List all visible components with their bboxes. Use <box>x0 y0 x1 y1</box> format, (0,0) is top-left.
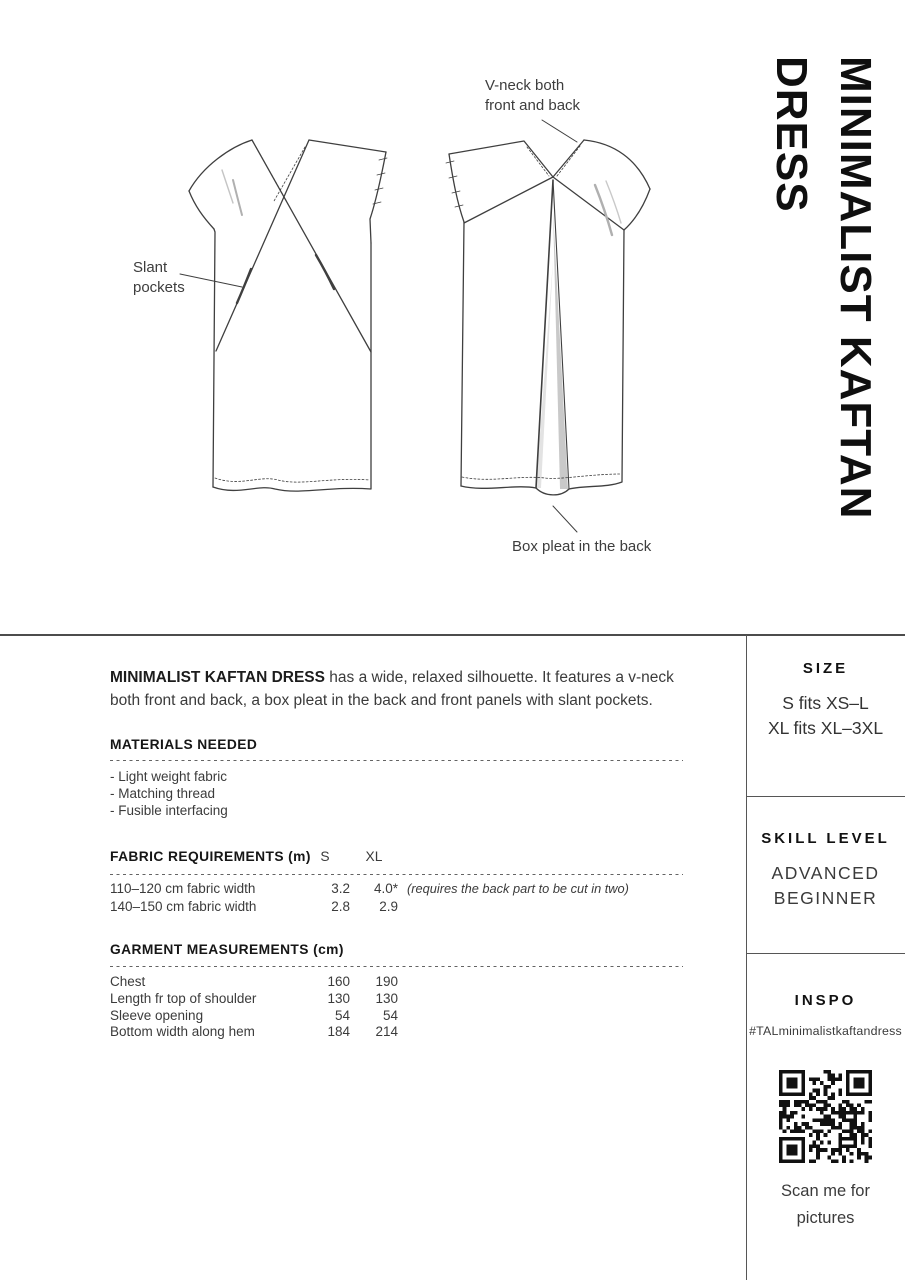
materials-list <box>110 769 228 819</box>
sidebar-separator-2 <box>747 953 905 954</box>
inspo-hashtag: #TALminimalistkaftandress <box>749 1024 902 1038</box>
fabric-requirements-header <box>110 849 690 864</box>
table-row: 140–150 cm fabric width 2.8 2.9 <box>110 898 398 914</box>
materials-item: - Matching thread <box>110 785 216 801</box>
page-title-line1: MINIMALIST KAFTAN <box>831 56 880 520</box>
materials-item: - Light weight fabric <box>110 769 228 784</box>
intro-paragraph <box>110 666 690 712</box>
horizontal-divider <box>0 634 905 636</box>
table-row: Chest 160 190 <box>110 974 398 989</box>
fabric-dashed-rule <box>110 874 683 875</box>
materials-item: - Fusible interfacing <box>110 802 228 818</box>
box-pleat-annotation: Box pleat in the back <box>512 538 652 555</box>
sidebar-separator-1 <box>747 796 905 797</box>
inspo-heading: INSPO <box>794 992 857 1009</box>
fabric-col-s: S <box>320 849 330 864</box>
garment-dashed-rule <box>110 966 683 967</box>
fabric-requirements-table <box>110 880 690 915</box>
size-values: S fits XS–L XL fits XL–3XL <box>767 693 884 738</box>
size-heading: SIZE <box>802 660 849 677</box>
qr-code <box>779 1070 872 1163</box>
table-row: Sleeve opening 54 54 <box>110 1007 398 1023</box>
garment-heading: GARMENT MEASUREMENTS (cm) <box>110 942 344 957</box>
dress-technical-drawing <box>0 0 740 620</box>
intro-text: has a wide, relaxed silhouette. It features a v-neck both front and back, a box pleat in the back and front panels with slant pockets. <box>110 669 674 709</box>
fabric-col-xl: XL <box>365 849 383 864</box>
materials-dashed-rule <box>110 760 683 761</box>
front-view-drawing <box>189 140 387 491</box>
fabric-heading: FABRIC REQUIREMENTS (m) <box>110 849 311 864</box>
page-title <box>759 56 887 616</box>
back-view-drawing <box>446 140 650 495</box>
annotation-leader-lines <box>180 120 577 532</box>
materials-heading: MATERIALS NEEDED <box>110 737 258 752</box>
table-row: 110–120 cm fabric width 3.2 4.0* (requires the back part to be cut in two) <box>110 881 629 896</box>
qr-caption: Scan me for pictures <box>781 1182 870 1227</box>
skill-level-value: ADVANCED BEGINNER <box>771 863 880 908</box>
intro-bold: MINIMALIST KAFTAN DRESS <box>110 669 325 686</box>
table-row: Bottom width along hem 184 214 <box>110 1024 398 1040</box>
table-row: Length fr top of shoulder 130 130 <box>110 990 398 1006</box>
skill-level-heading: SKILL LEVEL <box>761 830 890 847</box>
page-title-line2: DRESS <box>767 56 817 213</box>
vneck-annotation: V-neck both front and back <box>485 77 581 114</box>
garment-measurements-table <box>110 974 690 1041</box>
slant-pockets-annotation: Slant pockets <box>133 259 185 296</box>
